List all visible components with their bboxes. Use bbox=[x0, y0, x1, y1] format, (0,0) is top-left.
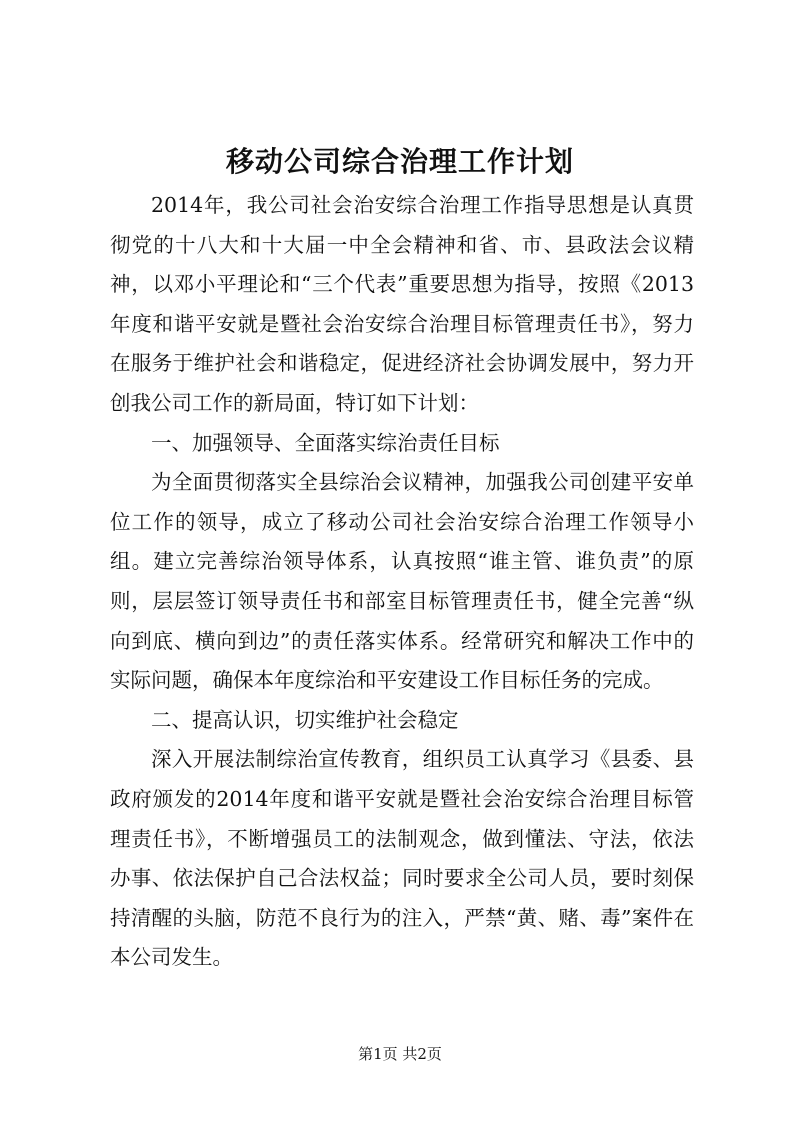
page-title: 移动公司综合治理工作计划 bbox=[225, 145, 574, 178]
page-number-footer: 第1页 共2页 bbox=[358, 1045, 442, 1063]
document-body bbox=[110, 186, 694, 978]
paragraph-section-1: 为全面贯彻落实全县综治会议精神，加强我公司创建平安单位工作的领导，成立了移动公司社会治安综合治理工作领导小组。建立完善综治领导体系，认真按照“谁主管、谁负责”的原则，层层签订领导责任书和部室目标管理责任书，健全完善“纵向到底、横向到边”的责任落实体系。经常研究和解决工作中的实际问题，确保本年度综治和平安建设工作目标任务的完成。 bbox=[110, 470, 694, 693]
paragraph-intro: 2014年，我公司社会治安综合治理工作指导思想是认真贯彻党的十八大和十大届一中全会精神和省、市、县政法会议精神，以邓小平理论和“三个代表”重要思想为指导，按照《2013年度和谐平安就是暨社会治安综合治理目标管理责任书》，努力在服务于维护社会和谐稳定，促进经济社会协调发展中，努力开创我公司工作的新局面，特订如下计划： bbox=[110, 193, 694, 415]
section-heading-1: 一、加强领导、全面落实综治责任目标 bbox=[151, 430, 500, 455]
paragraph-section-2: 深入开展法制综治宣传教育，组织员工认真学习《县委、县政府颁发的2014年度和谐平安就是暨社会治安综合治理目标管理责任书》，不断增强员工的法制观念，做到懂法、守法，依法办事、依法保护自己合法权益；同时要求全公司人员，要时刻保持清醒的头脑，防范不良行为的注入，严禁“黄、赌、毒”案件在本公司发生。 bbox=[110, 747, 694, 970]
section-heading-2: 二、提高认识，切实维护社会稳定 bbox=[151, 707, 459, 732]
